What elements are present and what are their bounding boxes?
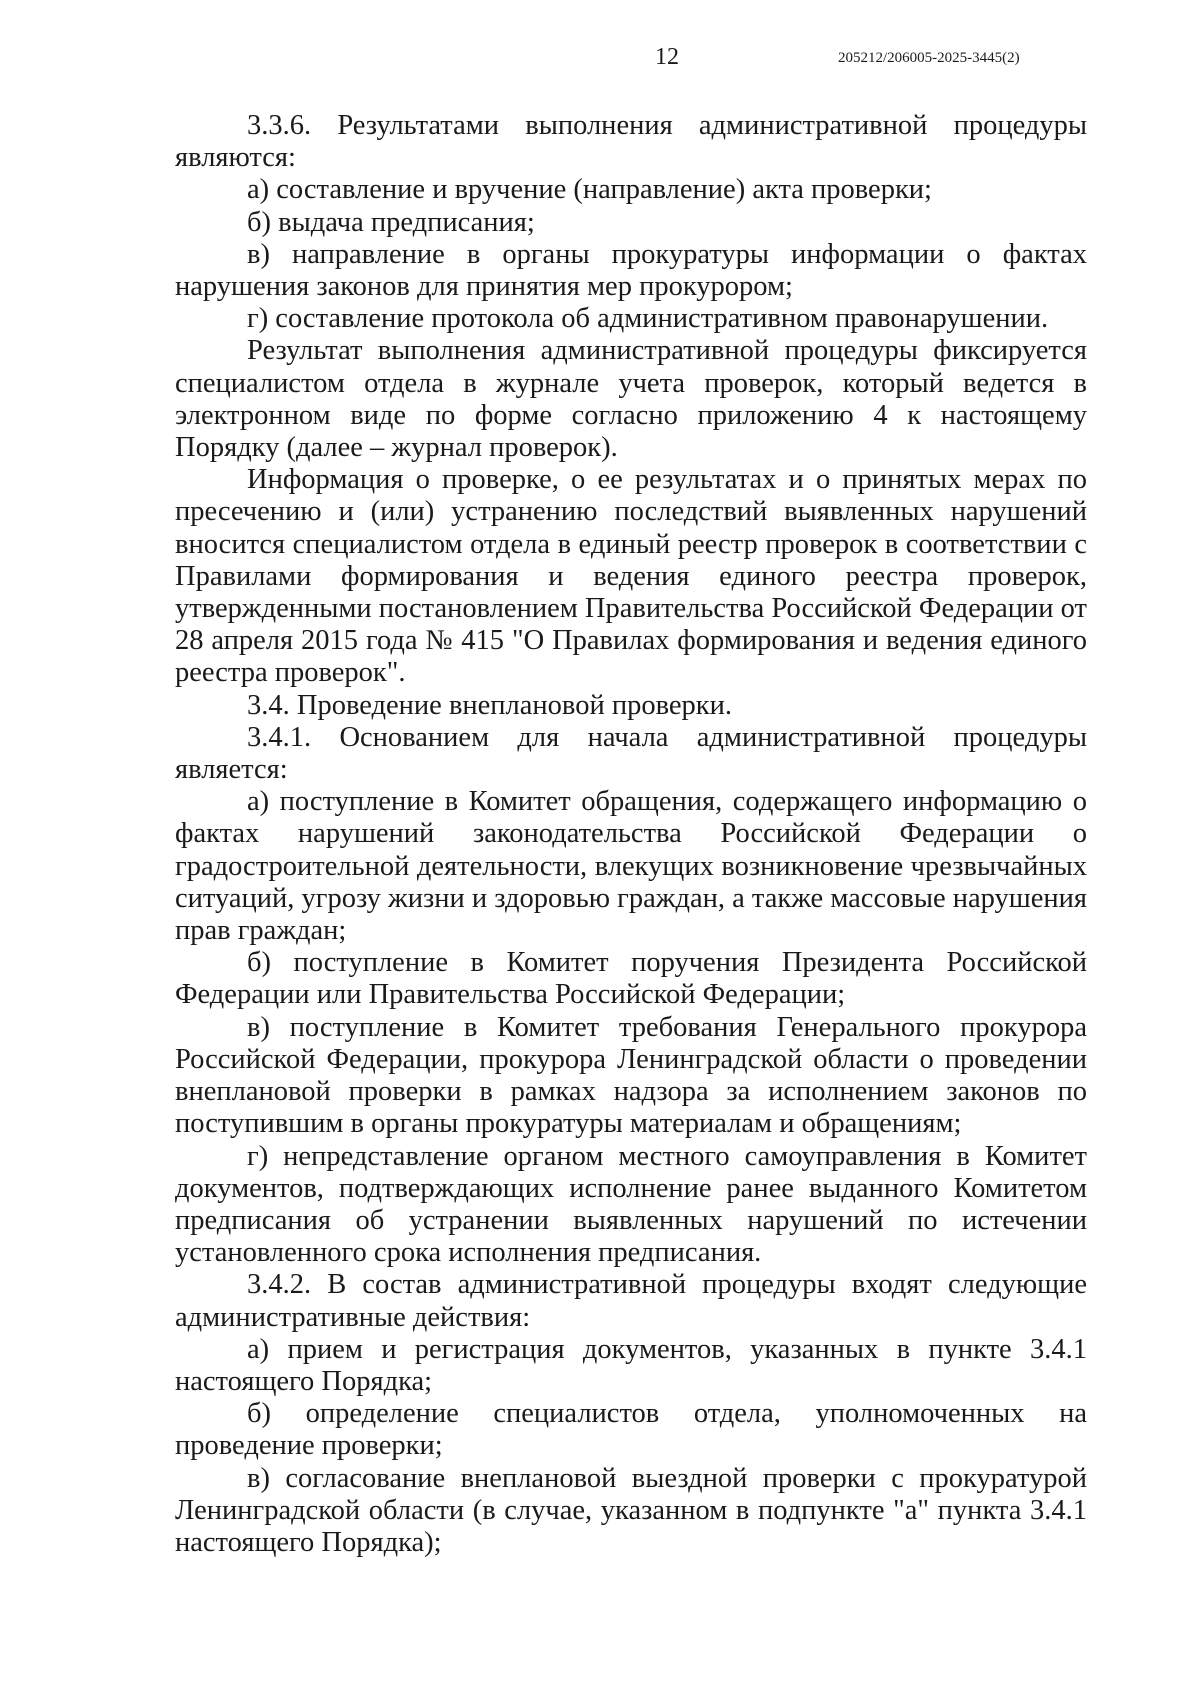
document-body [175,110,1087,1559]
list-item-b: б) выдача предписания; [247,206,535,238]
paragraph-3-4-2: 3.4.2. В состав административной процедуры входят следующие административные действия: [175,1269,1087,1333]
list-item-a: а) поступление в Комитет обращения, содержащего информацию о фактах нарушений законодательства Российской Федерации о градостроительной деятельности, влекущих возникновение чрезвычайных ситуаций, угрозу жизни и здоровью граждан, а также массовые нарушения прав граждан; [175,786,1087,947]
list-item-v: в) направление в органы прокуратуры информации о фактах нарушения законов для принятия мер прокурором; [175,238,1087,303]
paragraph-3-3-6: 3.3.6. Результатами выполнения административной процедуры являются: [175,110,1087,174]
paragraph-3-4-1: 3.4.1. Основанием для начала административной процедуры является: [175,721,1087,786]
list-item-a: а) прием и регистрация документов, указанных в пункте 3.4.1 настоящего Порядка; [175,1333,1087,1397]
list-item-v: в) поступление в Комитет требования Генерального прокурора Российской Федерации, прокурора Ленинградской области о проведении внеплановой проверки в рамках надзора за исполнением законов по поступившим в органы прокуратуры материалам и обращениям; [175,1011,1087,1140]
page-number: 12 [655,44,679,70]
list-item-b: б) определение специалистов отдела, уполномоченных на проведение проверки; [175,1398,1087,1462]
list-item-b: б) поступление в Комитет поручения Президента Российской Федерации или Правительства Российской Федерации; [175,947,1087,1011]
document-id: 205212/206005-2025-3445(2) [838,50,1020,66]
section-heading-3-4: 3.4. Проведение внеплановой проверки. [247,689,732,721]
list-item-g: г) составление протокола об административном правонарушении. [247,303,1049,335]
list-item-g: г) непредставление органом местного самоуправления в Комитет документов, подтверждающих исполнение ранее выданного Комитетом предписания об устранении выявленных нарушений по истечении установленного срока исполнения предписания. [175,1140,1087,1269]
paragraph-result: Результат выполнения административной процедуры фиксируется специалистом отдела в журнале учета проверок, который ведется в электронном виде по форме согласно приложению 4 к настоящему Порядку (далее – журнал проверок). [175,335,1087,464]
list-item-v: в) согласование внеплановой выездной проверки с прокуратурой Ленинградской области (в случае, указанном в подпункте "а" пункта 3.4.1 настоящего Порядка); [175,1462,1087,1558]
list-item-a: а) составление и вручение (направление) акта проверки; [247,174,932,206]
paragraph-information: Информация о проверке, о ее результатах и о принятых мерах по пресечению и (или) устранению последствий выявленных нарушений вносится специалистом отдела в единый реестр проверок в соответствии с Правилами формирования и ведения единого реестра проверок, утвержденными постановлением Правительства Российской Федерации от 28 апреля 2015 года № 415 "О Правилах формирования и ведения единого реестра проверок". [175,464,1087,689]
